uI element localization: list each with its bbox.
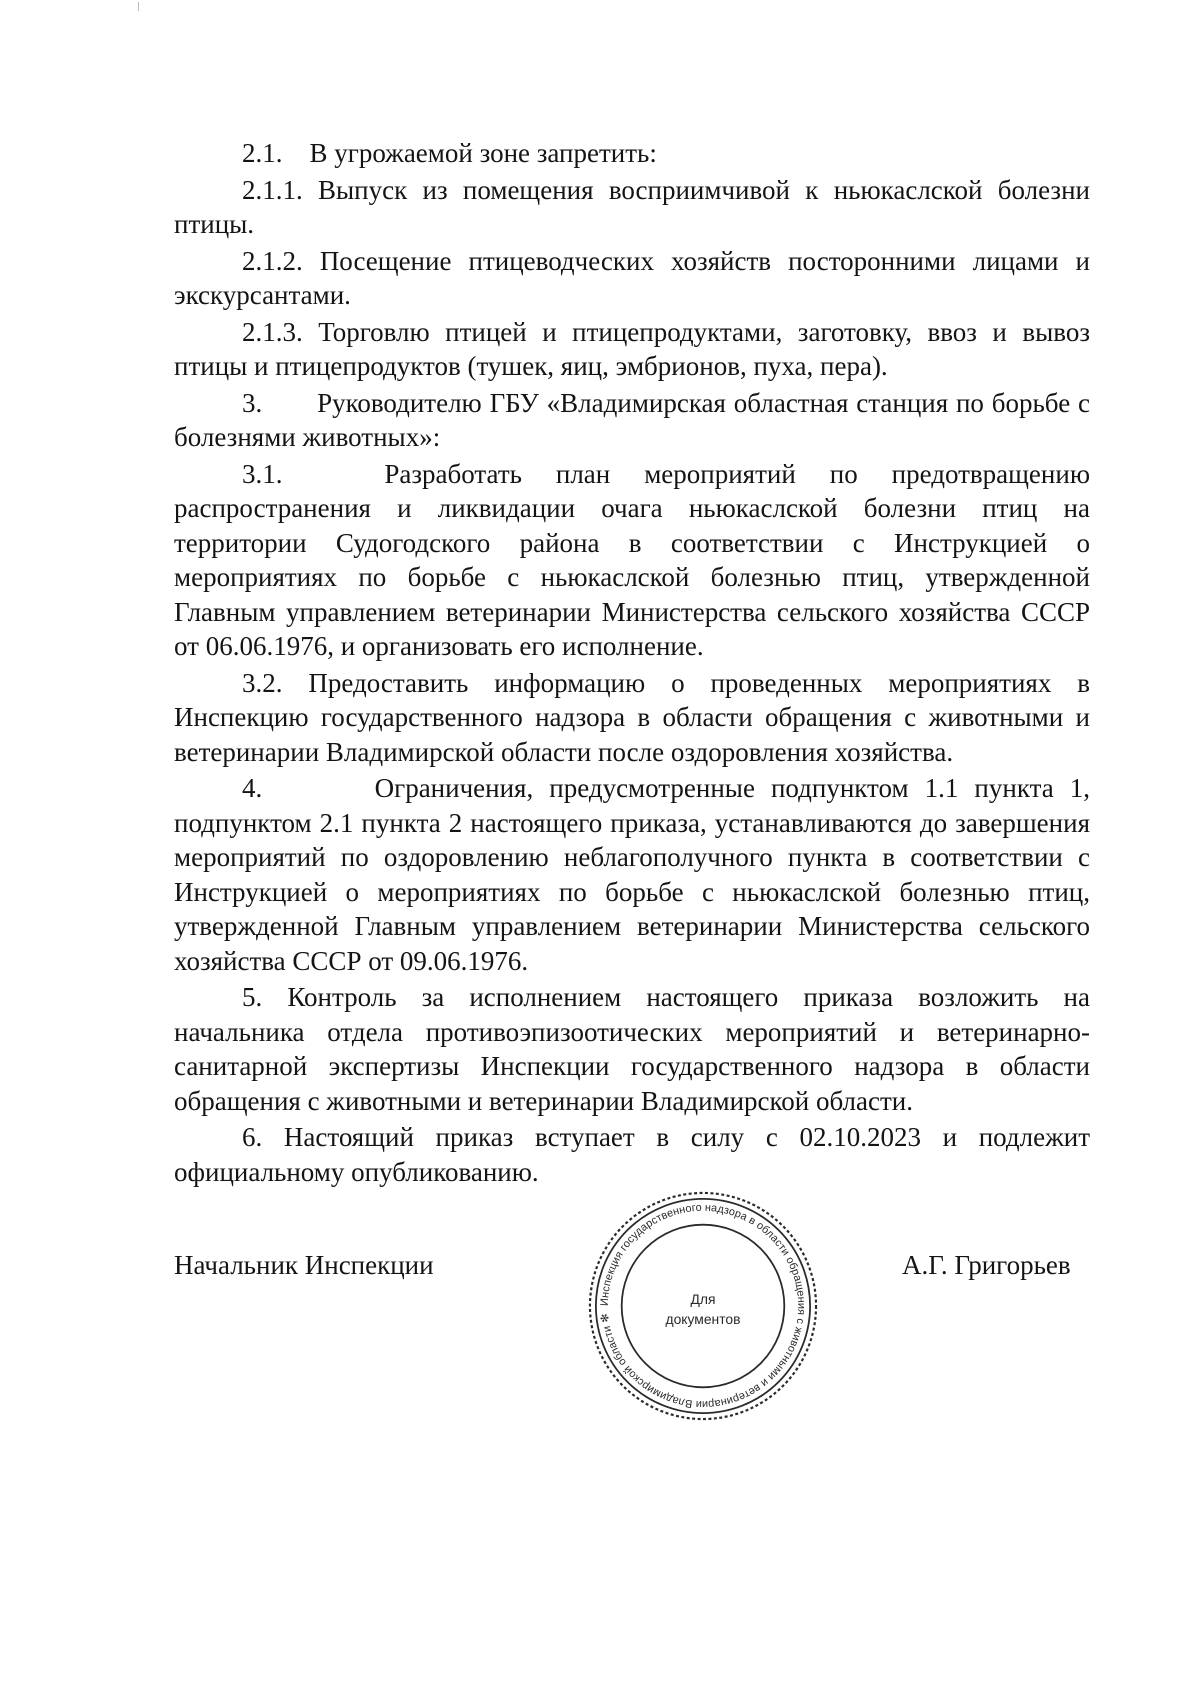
paragraph-3-1: 3.1. Разработать план мероприятий по предотвращению распространения и ликвидации очага ньюкаслской болезни птиц на территории Судогодского района в соответствии с Инструкцией о мероприятиях по борьбе с ньюкаслской болезнью птиц, утвержденной Главным управлением ветеринарии Министерства сельского хозяйства СССР от 06.06.1976, и организовать его исполнение. (174, 458, 1090, 661)
paragraph-5: 5. Контроль за исполнением настоящего приказа возложить на начальника отдела противоэпизоотических мероприятий и ветеринарно-санитарной экспертизы Инспекции государственного надзора в области обращения с животными и ветеринарии Владимирской области. (174, 982, 1090, 1116)
paragraph-6: 6. Настоящий приказ вступает в силу с 02.10.2023 и подлежит официальному опубликованию. (174, 1122, 1090, 1187)
paragraph-3-2: 3.2. Предоставить информацию о проведенных мероприятиях в Инспекцию государственного надзора в области обращения с животными и ветеринарии Владимирской области после оздоровления хозяйства. (174, 667, 1090, 767)
signer-name: А.Г. Григорьев (902, 1250, 1071, 1280)
paragraph-4: 4. Ограничения, предусмотренные подпунктом 1.1 пункта 1, подпунктом 2.1 пункта 2 настоящего приказа, устанавливаются до завершения мероприятий по оздоровлению неблагополучного пункта в соответствии с Инструкцией о мероприятиях по борьбе с ньюкаслской болезнью птиц, утвержденной Главным управлением ветеринарии Министерства сельского хозяйства СССР от 09.06.1976. (174, 773, 1090, 976)
paragraph-2-1-3: 2.1.3. Торговлю птицей и птицепродуктами, заготовку, ввоз и вывоз птицы и птицепродуктов (тушек, яиц, эмбрионов, пуха, пера). (174, 316, 1090, 381)
stamp-center-line-2: документов (665, 1310, 741, 1327)
paragraph-2-1-1: 2.1.1. Выпуск из помещения восприимчивой к ньюкаслской болезни птицы. (174, 174, 1090, 239)
stamp-ring-text: Инспекция государственного надзора в области обращения с животными и ветеринарии Владимирской области ✻ (598, 1201, 808, 1411)
signature-title: Начальник Инспекции (174, 1250, 434, 1280)
document-body (174, 136, 1090, 1189)
paragraph-2-1: 2.1. В угрожаемой зоне запретить: (242, 138, 657, 168)
paragraph-3: 3. Руководителю ГБУ «Владимирская областная станция по борьбе с болезнями животных»: (174, 387, 1090, 452)
official-stamp (584, 1187, 822, 1425)
stamp-center-line-1: Для (690, 1291, 716, 1308)
paragraph-2-1-2: 2.1.2. Посещение птицеводческих хозяйств посторонними лицами и экскурсантами. (174, 245, 1090, 310)
scan-artifact (138, 2, 139, 11)
